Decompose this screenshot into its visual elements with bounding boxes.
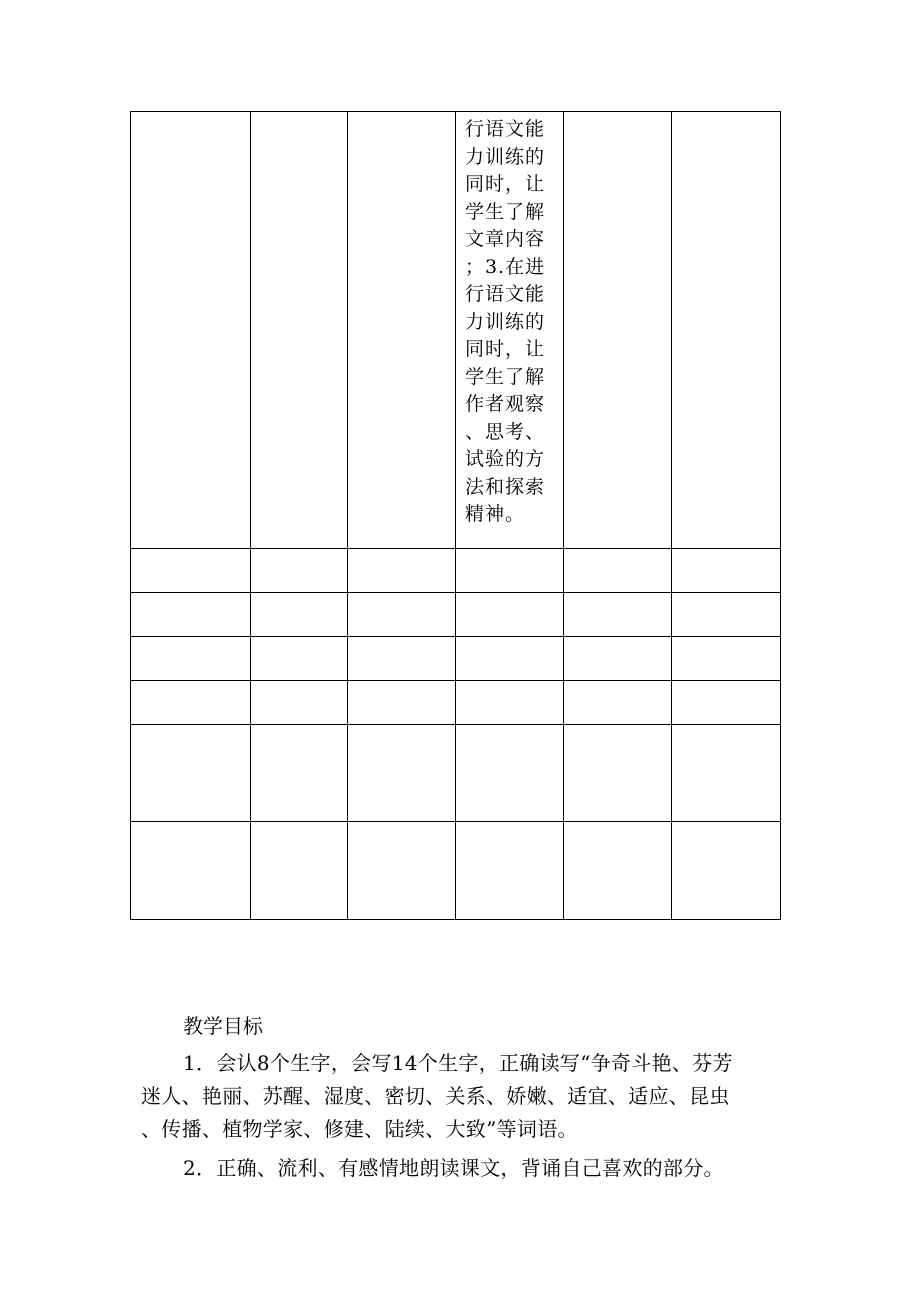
table-cell xyxy=(456,549,564,593)
table-row xyxy=(131,593,781,637)
table-cell xyxy=(251,112,348,549)
table-row xyxy=(131,681,781,725)
table-cell xyxy=(251,822,348,920)
table-cell xyxy=(131,112,251,549)
paragraph-line: 1．会认8个生字，会写14个生字，正确读写“争奇斗艳、芬芳 xyxy=(183,1051,733,1075)
cell-text-line: ；3.在进 xyxy=(465,255,546,278)
table-cell xyxy=(348,549,456,593)
table-cell xyxy=(456,637,564,681)
objective-paragraph-1 xyxy=(141,1047,781,1146)
cell-text-line: 学生了解 xyxy=(465,200,546,223)
paragraph-line: 迷人、艳丽、苏醒、湿度、密切、关系、娇嫩、适宜、适应、昆虫 xyxy=(141,1084,730,1108)
table-row xyxy=(131,822,781,920)
table-row xyxy=(131,549,781,593)
table-cell xyxy=(672,822,781,920)
cell-text-line: 力训练的 xyxy=(465,145,546,168)
lesson-table xyxy=(130,111,781,920)
cell-text-line: 精神。 xyxy=(465,503,526,525)
cell-text-line: 力训练的 xyxy=(465,310,546,333)
table-cell xyxy=(348,593,456,637)
table-cell xyxy=(131,822,251,920)
table-cell xyxy=(131,549,251,593)
table-cell xyxy=(456,593,564,637)
table-cell xyxy=(564,593,672,637)
table-cell xyxy=(131,593,251,637)
table-cell xyxy=(131,725,251,822)
section-heading: 教学目标 xyxy=(183,1014,263,1038)
table-cell xyxy=(672,681,781,725)
paragraph-line: 、传播、植物学家、修建、陆续、大致”等词语。 xyxy=(141,1117,578,1141)
cell-text-line: 法和探索 xyxy=(465,475,546,498)
table-row xyxy=(131,637,781,681)
table-cell xyxy=(251,681,348,725)
table-cell xyxy=(456,725,564,822)
table-cell xyxy=(251,725,348,822)
table-cell xyxy=(348,681,456,725)
table-cell xyxy=(672,549,781,593)
table-cell xyxy=(456,681,564,725)
cell-text-line: 作者观察 xyxy=(465,393,546,415)
objective-paragraph-2 xyxy=(141,1152,781,1185)
table-cell xyxy=(456,822,564,920)
table-cell xyxy=(672,112,781,549)
paragraph-line: 2．正确、流利、有感情地朗读课文，背诵自己喜欢的部分。 xyxy=(183,1156,724,1180)
table-cell xyxy=(131,637,251,681)
table-cell xyxy=(251,549,348,593)
table-cell xyxy=(564,112,672,549)
table-row xyxy=(131,112,781,549)
table-cell xyxy=(564,681,672,725)
cell-text-line: 行语文能 xyxy=(465,118,546,140)
table-cell xyxy=(672,593,781,637)
table-cell xyxy=(672,637,781,681)
table-cell xyxy=(672,725,781,822)
cell-text-line: 文章内容 xyxy=(465,228,546,250)
cell-text-line: 、思考、 xyxy=(465,420,546,443)
table-row xyxy=(131,725,781,822)
table-cell xyxy=(348,822,456,920)
cell-text-line: 学生了解 xyxy=(465,365,546,388)
table-cell xyxy=(564,822,672,920)
cell-text-line: 试验的方 xyxy=(465,448,546,470)
cell-text-line: 同时，让 xyxy=(465,338,546,360)
cell-text-line: 行语文能 xyxy=(465,283,546,305)
table-cell xyxy=(564,637,672,681)
table-cell-objectives xyxy=(456,112,564,549)
table-cell xyxy=(348,112,456,549)
table-cell xyxy=(251,637,348,681)
table-cell xyxy=(348,637,456,681)
table-cell xyxy=(564,725,672,822)
table-cell xyxy=(251,593,348,637)
cell-text-line: 同时，让 xyxy=(465,173,546,195)
table-cell xyxy=(348,725,456,822)
table-cell xyxy=(564,549,672,593)
table-cell xyxy=(131,681,251,725)
